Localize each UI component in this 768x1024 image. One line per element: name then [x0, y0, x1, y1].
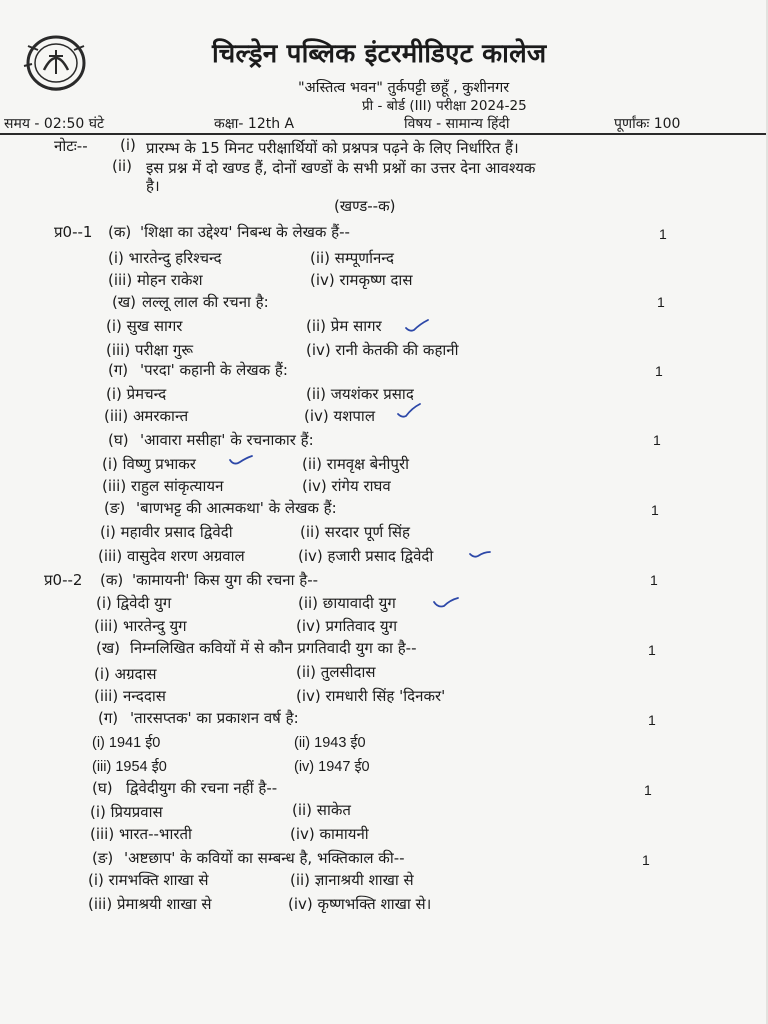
question-text: लल्लू लाल की रचना है:	[142, 293, 269, 311]
option: (iii) वासुदेव शरण अग्रवाल	[98, 547, 245, 565]
question-text: द्विवेदीयुग की रचना नहीं है--	[126, 779, 278, 797]
note-text: है।	[146, 177, 160, 195]
option: (i) द्विवेदी युग	[96, 594, 172, 612]
marks: 1	[655, 363, 663, 379]
question-text: 'परदा' कहानी के लेखक हैं:	[140, 361, 288, 379]
option: (ii) तुलसीदास	[296, 663, 376, 681]
part-label: (क)	[108, 223, 132, 241]
option: (iii) भारतेन्दु युग	[94, 617, 187, 635]
part-label: (ङ)	[104, 499, 126, 517]
note-text: प्रारम्भ के 15 मिनट परीक्षार्थियों को प्रश्नपत्र पढ़ने के लिए निर्धारित हैं।	[146, 139, 519, 157]
option: (ii) सम्पूर्णानन्द	[310, 249, 394, 267]
part-label: (घ)	[108, 431, 129, 449]
tick-mark-icon	[432, 594, 460, 610]
marks: 1	[657, 294, 665, 310]
option: (i) भारतेन्दु हरिश्चन्द	[108, 249, 222, 267]
option: (ii) ज्ञानाश्रयी शाखा से	[290, 871, 414, 889]
option: (ii) प्रेम सागर	[306, 317, 382, 335]
option: (iv) यशपाल	[304, 407, 375, 425]
exam-time: समय - 02:50 घंटे	[4, 116, 105, 132]
notes-label: नोटः--	[54, 137, 88, 155]
option: (iii) नन्ददास	[94, 687, 166, 705]
option: (i) प्रेमचन्द	[106, 385, 167, 403]
option: (iii) भारत--भारती	[90, 825, 192, 843]
question-number: प्र0--1	[54, 223, 93, 241]
exam-class: कक्षा- 12th A	[214, 116, 295, 132]
full-marks: पूर्णांकः 100	[614, 116, 681, 132]
question-text: 'तारसप्तक' का प्रकाशन वर्ष है:	[130, 709, 299, 727]
marks: 1	[650, 572, 658, 588]
marks: 1	[659, 226, 667, 242]
option: (i) 1941 ई0	[92, 735, 161, 751]
marks: 1	[648, 712, 656, 728]
question-text: 'शिक्षा का उद्देश्य' निबन्ध के लेखक हैं--	[140, 223, 350, 241]
option: (ii) 1943 ई0	[294, 735, 366, 751]
part-label: (ख)	[96, 639, 120, 657]
option: (iv) कृष्णभक्ति शाखा से।	[288, 895, 432, 913]
marks: 1	[648, 642, 656, 658]
option: (iii) राहुल सांकृत्यायन	[102, 477, 224, 495]
note-number: (ii)	[112, 157, 133, 175]
section-title: (खण्ड--क)	[334, 197, 396, 215]
exam-subject: विषय - सामान्य हिंदी	[404, 116, 510, 132]
option: (iv) प्रगतिवाद युग	[296, 617, 398, 635]
option: (ii) साकेत	[292, 801, 351, 819]
school-logo-icon	[16, 26, 96, 100]
part-label: (ग)	[108, 361, 129, 379]
option: (iv) 1947 ई0	[294, 759, 370, 775]
option: (iii) 1954 ई0	[92, 759, 167, 775]
tick-mark-icon	[396, 402, 422, 420]
part-label: (क)	[100, 571, 124, 589]
option: (ii) सरदार पूर्ण सिंह	[300, 523, 410, 541]
tick-mark-icon	[228, 452, 254, 468]
tick-mark-icon	[404, 318, 430, 334]
option: (ii) जयशंकर प्रसाद	[306, 385, 414, 403]
question-text: 'आवारा मसीहा' के रचनाकार हैं:	[140, 431, 314, 449]
option: (i) रामभक्ति शाखा से	[88, 871, 209, 889]
question-text: निम्नलिखित कवियों में से कौन प्रगतिवादी युग का है--	[130, 639, 417, 657]
option: (iii) परीक्षा गुरू	[106, 341, 194, 359]
option: (iv) रामकृष्ण दास	[310, 271, 413, 289]
school-address: "अस्तित्व भवन" तुर्कपट्टी छहूँ , कुशीनगर	[298, 80, 510, 96]
tick-mark-icon	[468, 546, 494, 560]
question-text: 'अष्टछाप' के कवियों का सम्बन्ध है, भक्तिकाल की--	[124, 849, 405, 867]
option: (i) विष्णु प्रभाकर	[102, 455, 196, 473]
part-label: (ख)	[112, 293, 136, 311]
option: (ii) रामवृक्ष बेनीपुरी	[302, 455, 409, 473]
header-divider	[0, 133, 768, 135]
note-text: इस प्रश्न में दो खण्ड हैं, दोनों खण्डों के सभी प्रश्नों का उत्तर देना आवश्यक	[146, 159, 536, 177]
marks: 1	[644, 782, 652, 798]
question-text: 'बाणभट्ट की आत्मकथा' के लेखक हैं:	[136, 499, 337, 517]
question-number: प्र0--2	[44, 571, 83, 589]
marks: 1	[653, 432, 661, 448]
note-number: (i)	[120, 136, 136, 154]
part-label: (ग)	[98, 709, 119, 727]
option: (i) प्रियप्रवास	[90, 803, 163, 821]
option: (i) महावीर प्रसाद द्विवेदी	[100, 523, 233, 541]
option: (iii) अमरकान्त	[104, 407, 189, 425]
option: (i) अग्रदास	[94, 665, 157, 683]
marks: 1	[651, 502, 659, 518]
option: (iii) प्रेमाश्रयी शाखा से	[88, 895, 212, 913]
option: (iv) रानी केतकी की कहानी	[306, 341, 459, 359]
option: (iii) मोहन राकेश	[108, 271, 203, 289]
exam-name: प्री - बोर्ड (III) परीक्षा 2024-25	[362, 98, 527, 114]
part-label: (ङ)	[92, 849, 114, 867]
question-text: 'कामायनी' किस युग की रचना है--	[132, 571, 319, 589]
marks: 1	[642, 852, 650, 868]
option: (ii) छायावादी युग	[298, 594, 396, 612]
school-name: चिल्ड्रेन पब्लिक इंटरमीडिएट कालेज	[212, 39, 547, 69]
option: (iv) कामायनी	[290, 825, 369, 843]
option: (iv) रांगेय राघव	[302, 477, 391, 495]
option: (i) सुख सागर	[106, 317, 183, 335]
option: (iv) हजारी प्रसाद द्विवेदी	[298, 547, 434, 565]
part-label: (घ)	[92, 779, 113, 797]
option: (iv) रामधारी सिंह 'दिनकर'	[296, 687, 446, 705]
